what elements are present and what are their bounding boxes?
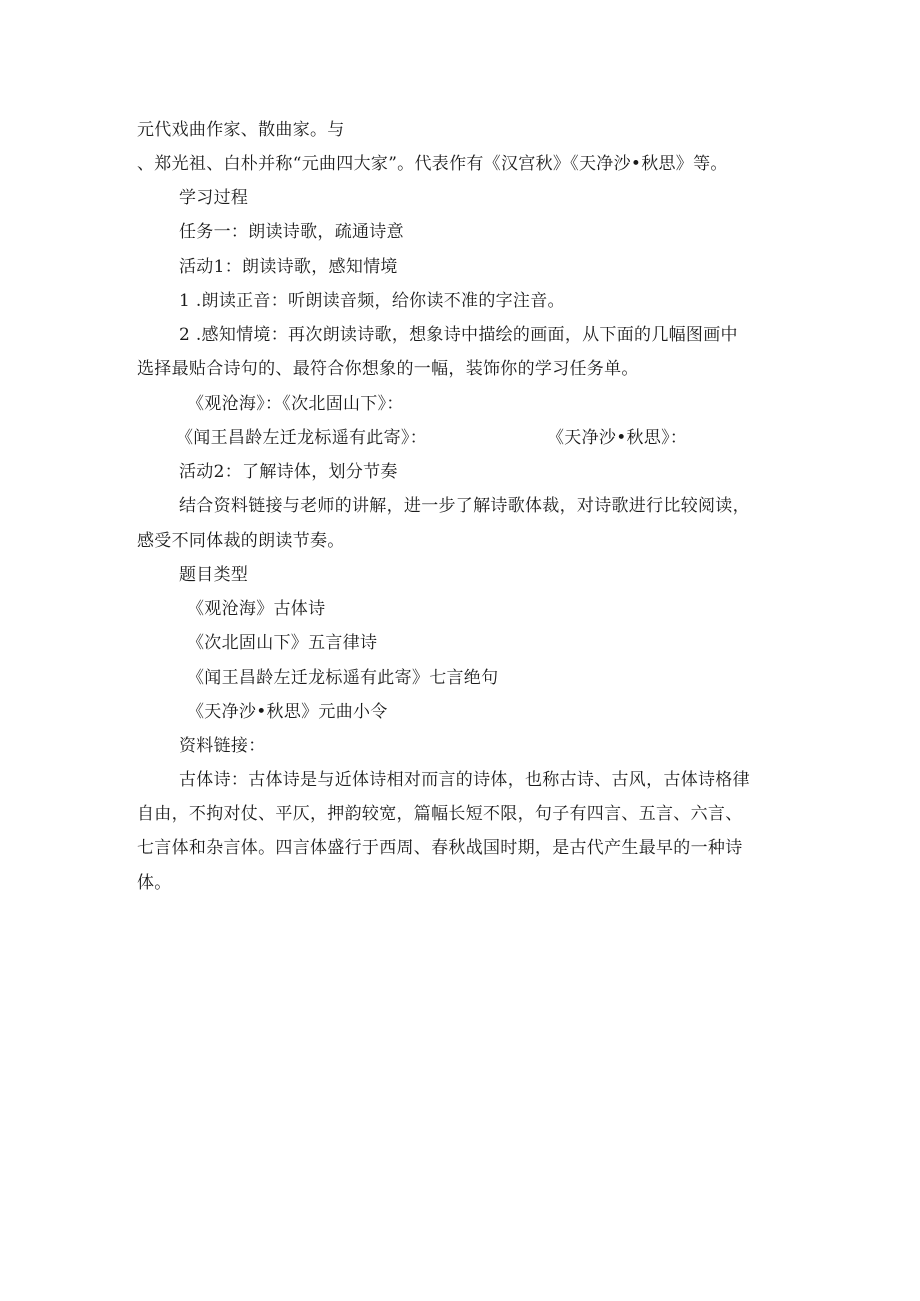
type-item: 《天净沙•秋思》元曲小令 [187, 702, 388, 722]
poem-pair-1: 《观沧海》：《次北固山下》： [187, 394, 404, 414]
type-item: 《次北固山下》五言律诗 [187, 633, 378, 653]
step-two-line-2: 选择最贴合诗句的、最符合你想象的一幅，装饰你的学习任务单。 [137, 359, 639, 379]
poem-pair-2-right: 《天净沙•秋思》： [547, 428, 688, 448]
resource-line: 自由，不拘对仗、平仄，押韵较宽，篇幅长短不限，句子有四言、五言、六言、 [137, 804, 743, 824]
type-item: 《观沧海》古体诗 [187, 599, 326, 619]
resource-line: 七言体和杂言体。四言体盛行于西周、春秋战国时期，是古代产生最早的一种诗 [137, 838, 743, 858]
type-heading: 题目类型 [179, 565, 249, 585]
activity-two-heading: 活动2：了解诗体，划分节奏 [179, 462, 398, 482]
resource-line: 体。 [137, 873, 172, 893]
poem-pair-2-left: 《闻王昌龄左迁龙标遥有此寄》： [176, 428, 427, 448]
task-one-heading: 任务一：朗读诗歌，疏通诗意 [179, 222, 404, 242]
intro-line-2: 、郑光祖、白朴并称“元曲四大家”。代表作有《汉宫秋》《天净沙•秋思》等。 [137, 154, 728, 174]
resource-heading: 资料链接： [179, 736, 266, 756]
activity-two-desc-line-2: 感受不同体裁的朗读节奏。 [137, 531, 345, 551]
step-two-line-1: 2 .感知情境：再次朗读诗歌，想象诗中描绘的画面，从下面的几幅图画中 [179, 325, 738, 345]
activity-one-heading: 活动1：朗读诗歌，感知情境 [179, 257, 398, 277]
resource-line: 古体诗：古体诗是与近体诗相对而言的诗体，也称古诗、古风，古体诗格律 [179, 770, 750, 790]
step-one-text: 1 .朗读正音：听朗读音频，给你读不准的字注音。 [179, 291, 565, 311]
type-item: 《闻王昌龄左迁龙标遥有此寄》七言绝句 [187, 668, 499, 688]
section-title: 学习过程 [179, 188, 249, 208]
activity-two-desc-line-1: 结合资料链接与老师的讲解，进一步了解诗歌体裁，对诗歌进行比较阅读， [179, 496, 750, 516]
intro-line-1: 元代戏曲作家、散曲家。与 [137, 120, 345, 140]
